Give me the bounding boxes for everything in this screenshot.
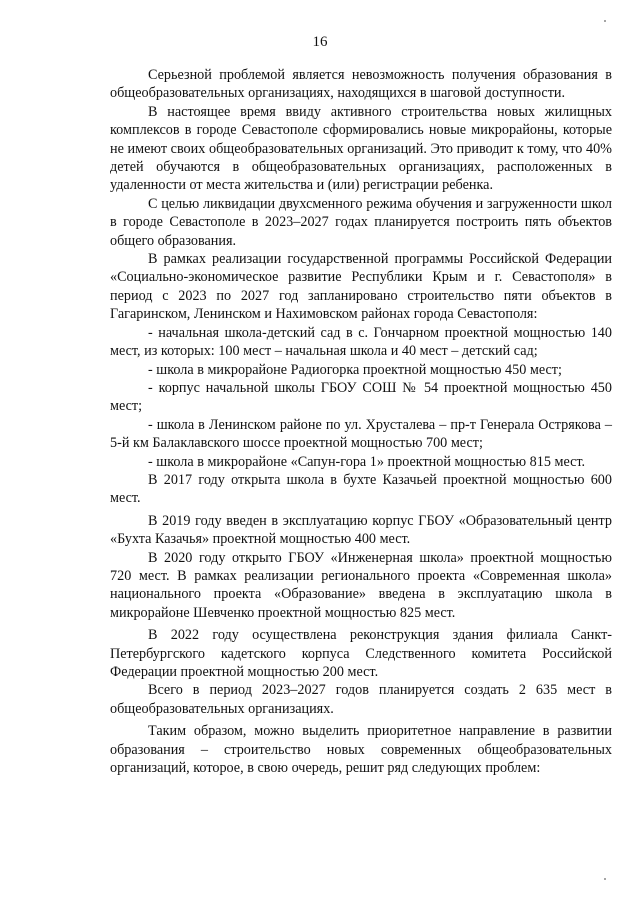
paragraph-problem: Серьезной проблемой является невозможность получения образования в общеобразовательных организациях, находящихся в шаговой доступности. (110, 67, 612, 102)
scan-mark-bottom-right (604, 878, 606, 880)
paragraph-2017: В 2017 году открыта школа в бухте Казачьей проектной мощностью 600 мест. (110, 471, 612, 507)
paragraph-total: Всего в период 2023–2027 годов планируется создать 2 635 мест в общеобразовательных организациях. (110, 682, 612, 717)
paragraph-shift-elimination: С целью ликвидации двухсменного режима обучения и загруженности школ в городе Севастополе в 2023–2027 годах планируется построить пять объектов общего образования. (110, 195, 612, 249)
paragraph-2019: В 2019 году введен в эксплуатацию корпус ГБОУ «Образовательный центр «Бухта Казачья» проектной мощностью 400 мест. (110, 512, 612, 548)
list-item-leninsky: - школа в Ленинском районе по ул. Хрусталева – пр-т Генерала Острякова – 5-й км Балаклавского шоссе проектной мощностью 700 мест; (110, 416, 612, 452)
scan-mark-top-right (604, 20, 606, 22)
paragraph-state-program: В рамках реализации государственной программы Российской Федерации «Социально-экономическое развитие Республики Крым и г. Севастополя» в период с 2023 по 2027 год запланировано строительство пяти объектов в Гагаринском, Ленинском и Нахимовском районах города Севастополя: (110, 251, 612, 323)
list-item-school-54: - корпус начальной школы ГБОУ СОШ № 54 проектной мощностью 450 мест; (110, 379, 612, 415)
list-item-sapun-gora: - школа в микрорайоне «Сапун-гора 1» проектной мощностью 815 мест. (148, 453, 586, 470)
paragraph-2020: В 2020 году открыто ГБОУ «Инженерная школа» проектной мощностью 720 мест. В рамках реализации регионального проекта «Современная школа» национального проекта «Образование» введена в эксплуатацию школа в микрорайоне Шевченко проектной мощностью 825 мест. (110, 549, 612, 621)
document-body (110, 66, 612, 777)
list-item-goncharnoe: - начальная школа-детский сад в с. Гончарном проектной мощностью 140 мест, из которых: 100 мест – начальная школа и 40 мест – детский сад; (110, 324, 612, 360)
page-number: 16 (312, 34, 328, 50)
list-item-radiogorka: - школа в микрорайоне Радиогорка проектной мощностью 450 мест; (148, 361, 562, 378)
paragraph-conclusion: Таким образом, можно выделить приоритетное направление в развитии образования – строительство новых современных общеобразовательных организаций, которое, в свою очередь, решит ряд следующих проблем: (110, 723, 612, 777)
paragraph-microdistricts: В настоящее время ввиду активного строительства новых жилищных комплексов в городе Севастополе сформировались новые микрорайоны, которые не имеют своих общеобразовательных организаций. Это приводит к тому, что 40% детей обучаются в общеобразовательных организациях, расположенных в удаленности от места жительства и (или) регистрации ребенка. (110, 103, 612, 194)
paragraph-2022: В 2022 году осуществлена реконструкция здания филиала Санкт-Петербургского кадетского корпуса Следственного комитета Российской Федерации проектной мощностью 200 мест. (110, 627, 612, 680)
